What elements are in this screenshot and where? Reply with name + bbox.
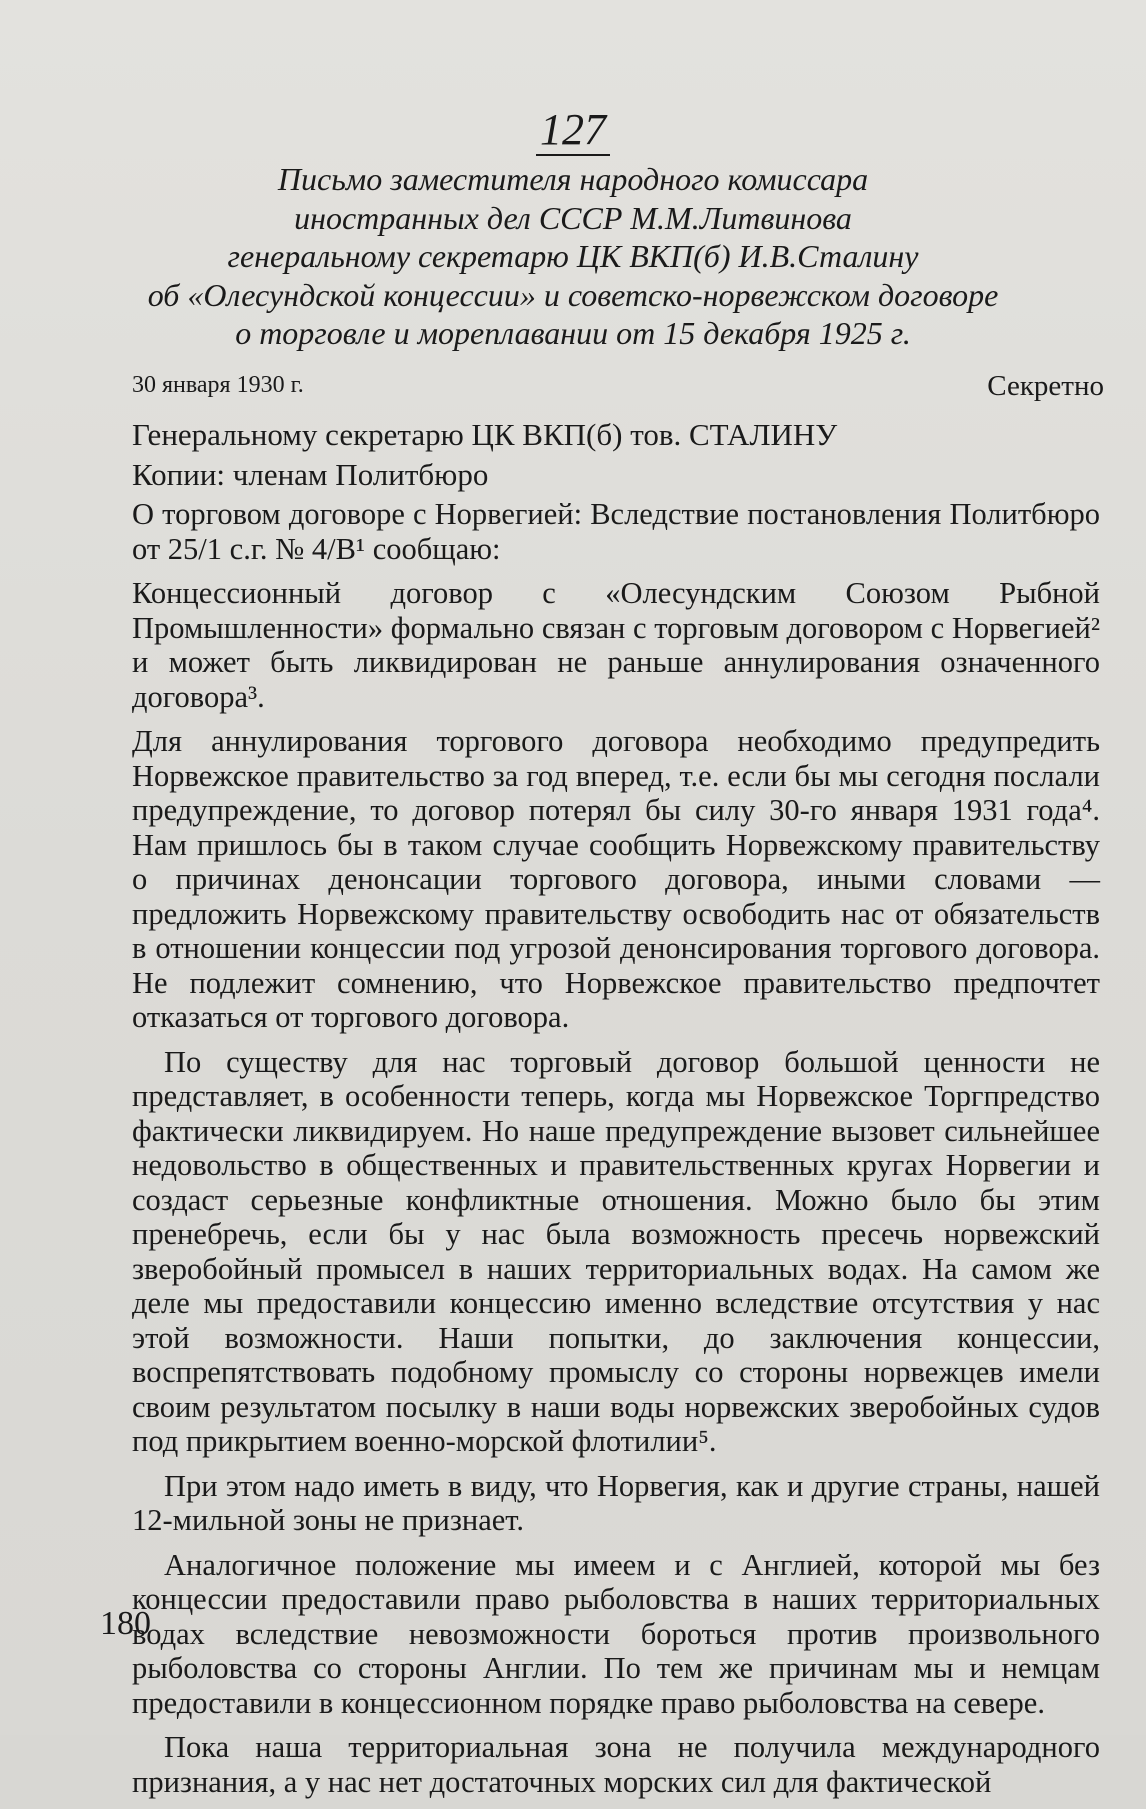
- title-line: об «Олесундской концессии» и советско-норвежском договоре: [147, 276, 999, 313]
- paragraph: Для аннулирования торгового договора необходимо предупредить Норвежское правительство за год вперед, т.е. если бы мы сегодня послали предупреждение, то договор потерял бы силу 30-го января 1931 года⁴. Нам пришлось бы в таком случае сообщить Норвежскому правительству о причинах денонсации торгового договора, иными словами — предложить Норвежскому правительству освободить нас от обязательств в отношении концессии под угрозой денонсирования торгового договора. Не подлежит сомнению, что Норвежское правительство предпочтет отказаться от торгового договора.: [132, 724, 1100, 1034]
- title-line: Письмо заместителя народного комиссара: [277, 161, 869, 197]
- title-line: иностранных дел СССР М.М.Литвинова: [294, 199, 852, 236]
- letter-body: [132, 497, 1100, 1809]
- paragraph: Концессионный договор с «Олесундским Союзом Рыбной Промышленности» формально связан с торговым договором с Норвегией² и может быть ликвидирован не раньше аннулирования означенного договора³.: [132, 576, 1100, 714]
- paragraph: О торговом договоре с Норвегией: Вследствие постановления Политбюро от 25/1 с.г. № 4/В¹ сообщаю:: [132, 497, 1100, 566]
- document-title: [110, 160, 1036, 353]
- paragraph: Пока наша территориальная зона не получила международного признания, а у нас нет достаточных морских сил для фактической: [132, 1730, 1100, 1799]
- addressee-block: [132, 415, 837, 495]
- paragraph: По существу для нас торговый договор большой ценности не представляет, в особенности теперь, когда мы Норвежское Торгпредство фактически ликвидируем. Но наше предупреждение вызовет сильнейшее недовольство в общественных и правительственных кругах Норвегии и создаст серьезные конфликтные отношения. Можно было бы этим пренебречь, если бы у нас была возможность пресечь норвежский зверобойный промысел в наших территориальных водах. На самом же деле мы предоставили концессию именно вследствие отсутствия у нас этой возможности. Наши попытки, до заключения концессии, воспрепятствовать подобному промыслу со стороны норвежцев имели своим результатом посылку в наши воды норвежских зверобойных судов под прикрытием военно-морской флотилии⁵.: [132, 1044, 1100, 1458]
- paragraph: Аналогичное положение мы имеем и с Англией, которой мы без концессии предоставили право рыболовства в наших территориальных водах вследствие невозможности бороться против произвольного рыболовства со стороны Англии. По тем же причинам мы и немцам предоставили в концессионном порядке право рыболовства на севере.: [132, 1547, 1100, 1720]
- paragraph: При этом надо иметь в виду, что Норвегия, как и другие страны, нашей 12-мильной зоны не признает.: [132, 1468, 1100, 1537]
- classification-label: Секретно: [987, 370, 1104, 402]
- page-number: 180: [100, 1605, 151, 1642]
- copies: Копии: членам Политбюро: [132, 457, 489, 492]
- title-line: о торговле и мореплавании от 15 декабря 1925 г.: [235, 315, 911, 351]
- addressee: Генеральному секретарю ЦК ВКП(б) тов. СТАЛИНУ: [132, 417, 838, 452]
- title-line: генеральному секретарю ЦК ВКП(б) И.В.Сталину: [227, 238, 919, 274]
- document-date: 30 января 1930 г.: [132, 372, 304, 398]
- document-number: 127: [0, 105, 1146, 155]
